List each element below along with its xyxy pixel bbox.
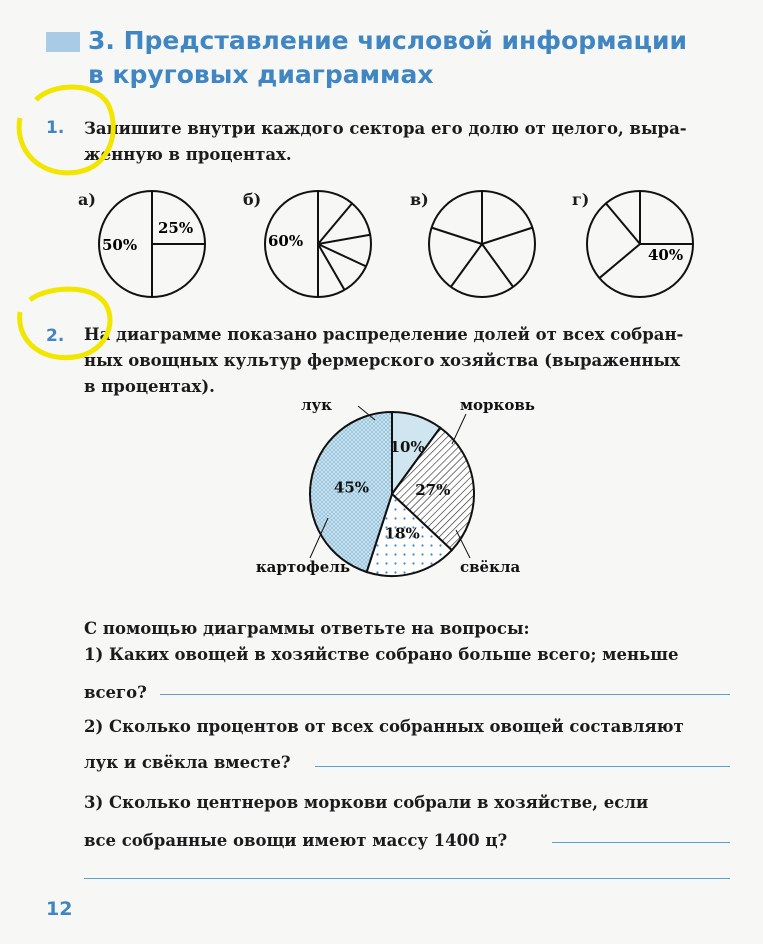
pieV-lines-divider	[482, 228, 532, 244]
pie-a-right-value: 25%	[158, 219, 194, 237]
pie-g	[584, 188, 696, 300]
category-label-0: лук	[300, 396, 332, 414]
pieV-lines-divider	[451, 244, 482, 287]
category-label-3: картофель	[255, 558, 350, 576]
question-1-line-2: всего?	[84, 683, 147, 702]
category-label-1: морковь	[460, 396, 535, 414]
task1-text	[84, 116, 687, 168]
question-2-line-2: лук и свёкла вместе?	[84, 753, 291, 772]
value-label-3: 45%	[333, 478, 370, 497]
value-label-0: 10%	[389, 438, 425, 457]
task2-number: 2.	[46, 326, 65, 346]
pie-v	[426, 188, 538, 300]
leader-line-1	[452, 414, 466, 444]
title-accent-bar	[46, 32, 80, 52]
vegetable-pie-chart	[220, 388, 550, 588]
task1-text-line-2: женную в процентах.	[84, 145, 292, 164]
page-number: 12	[46, 898, 73, 920]
answer-line-2[interactable]	[315, 766, 730, 767]
task2-text-line-2: ных овощных культур фермерского хозяйства (выраженных	[84, 351, 680, 370]
task1-text-line-1: Запишите внутри каждого сектора его долю от целого, выра-	[84, 119, 687, 138]
pieV-lines-divider	[432, 228, 482, 244]
category-label-2: свёкла	[460, 558, 521, 576]
title-line-2: в круговых диаграммах	[88, 60, 434, 89]
answer-line-3b[interactable]	[84, 878, 730, 879]
value-label-1: 27%	[415, 481, 451, 500]
page-title	[88, 24, 687, 92]
task1-number: 1.	[46, 118, 65, 138]
pie-b-value: 60%	[268, 232, 304, 250]
value-label-2: 18%	[384, 524, 420, 543]
answer-line-3a[interactable]	[552, 842, 730, 843]
title-line-1: 3. Представление числовой информации	[88, 26, 688, 55]
answer-line-1[interactable]	[160, 694, 730, 695]
question-3-line-1: 3) Сколько центнеров моркови собрали в хозяйстве, если	[84, 793, 649, 812]
pie-g-label: г)	[572, 190, 590, 209]
pie-g-value: 40%	[648, 246, 684, 264]
pieG-lines-divider	[599, 244, 640, 278]
pie-a	[96, 188, 208, 300]
pie-v-label: в)	[410, 190, 429, 209]
task2-text-line-3: в процентах).	[84, 377, 215, 396]
question-3-line-2: все собранные овощи имеют массу 1400 ц?	[84, 831, 508, 850]
question-1-line-1: 1) Каких овощей в хозяйстве собрано больше всего; меньше	[84, 645, 679, 664]
pie-a-label: а)	[78, 190, 96, 209]
task2-text-line-1: На диаграмме показано распределение долей от всех собран-	[84, 325, 684, 344]
pie-b-label: б)	[243, 190, 262, 209]
pieG-lines-divider	[606, 203, 640, 244]
question-intro: С помощью диаграммы ответьте на вопросы:	[84, 619, 530, 638]
pie-b	[262, 188, 374, 300]
pie-a-left-value: 50%	[102, 236, 138, 254]
question-2-line-1: 2) Сколько процентов от всех собранных овощей составляют	[84, 717, 684, 736]
pieV-lines-divider	[482, 244, 513, 287]
